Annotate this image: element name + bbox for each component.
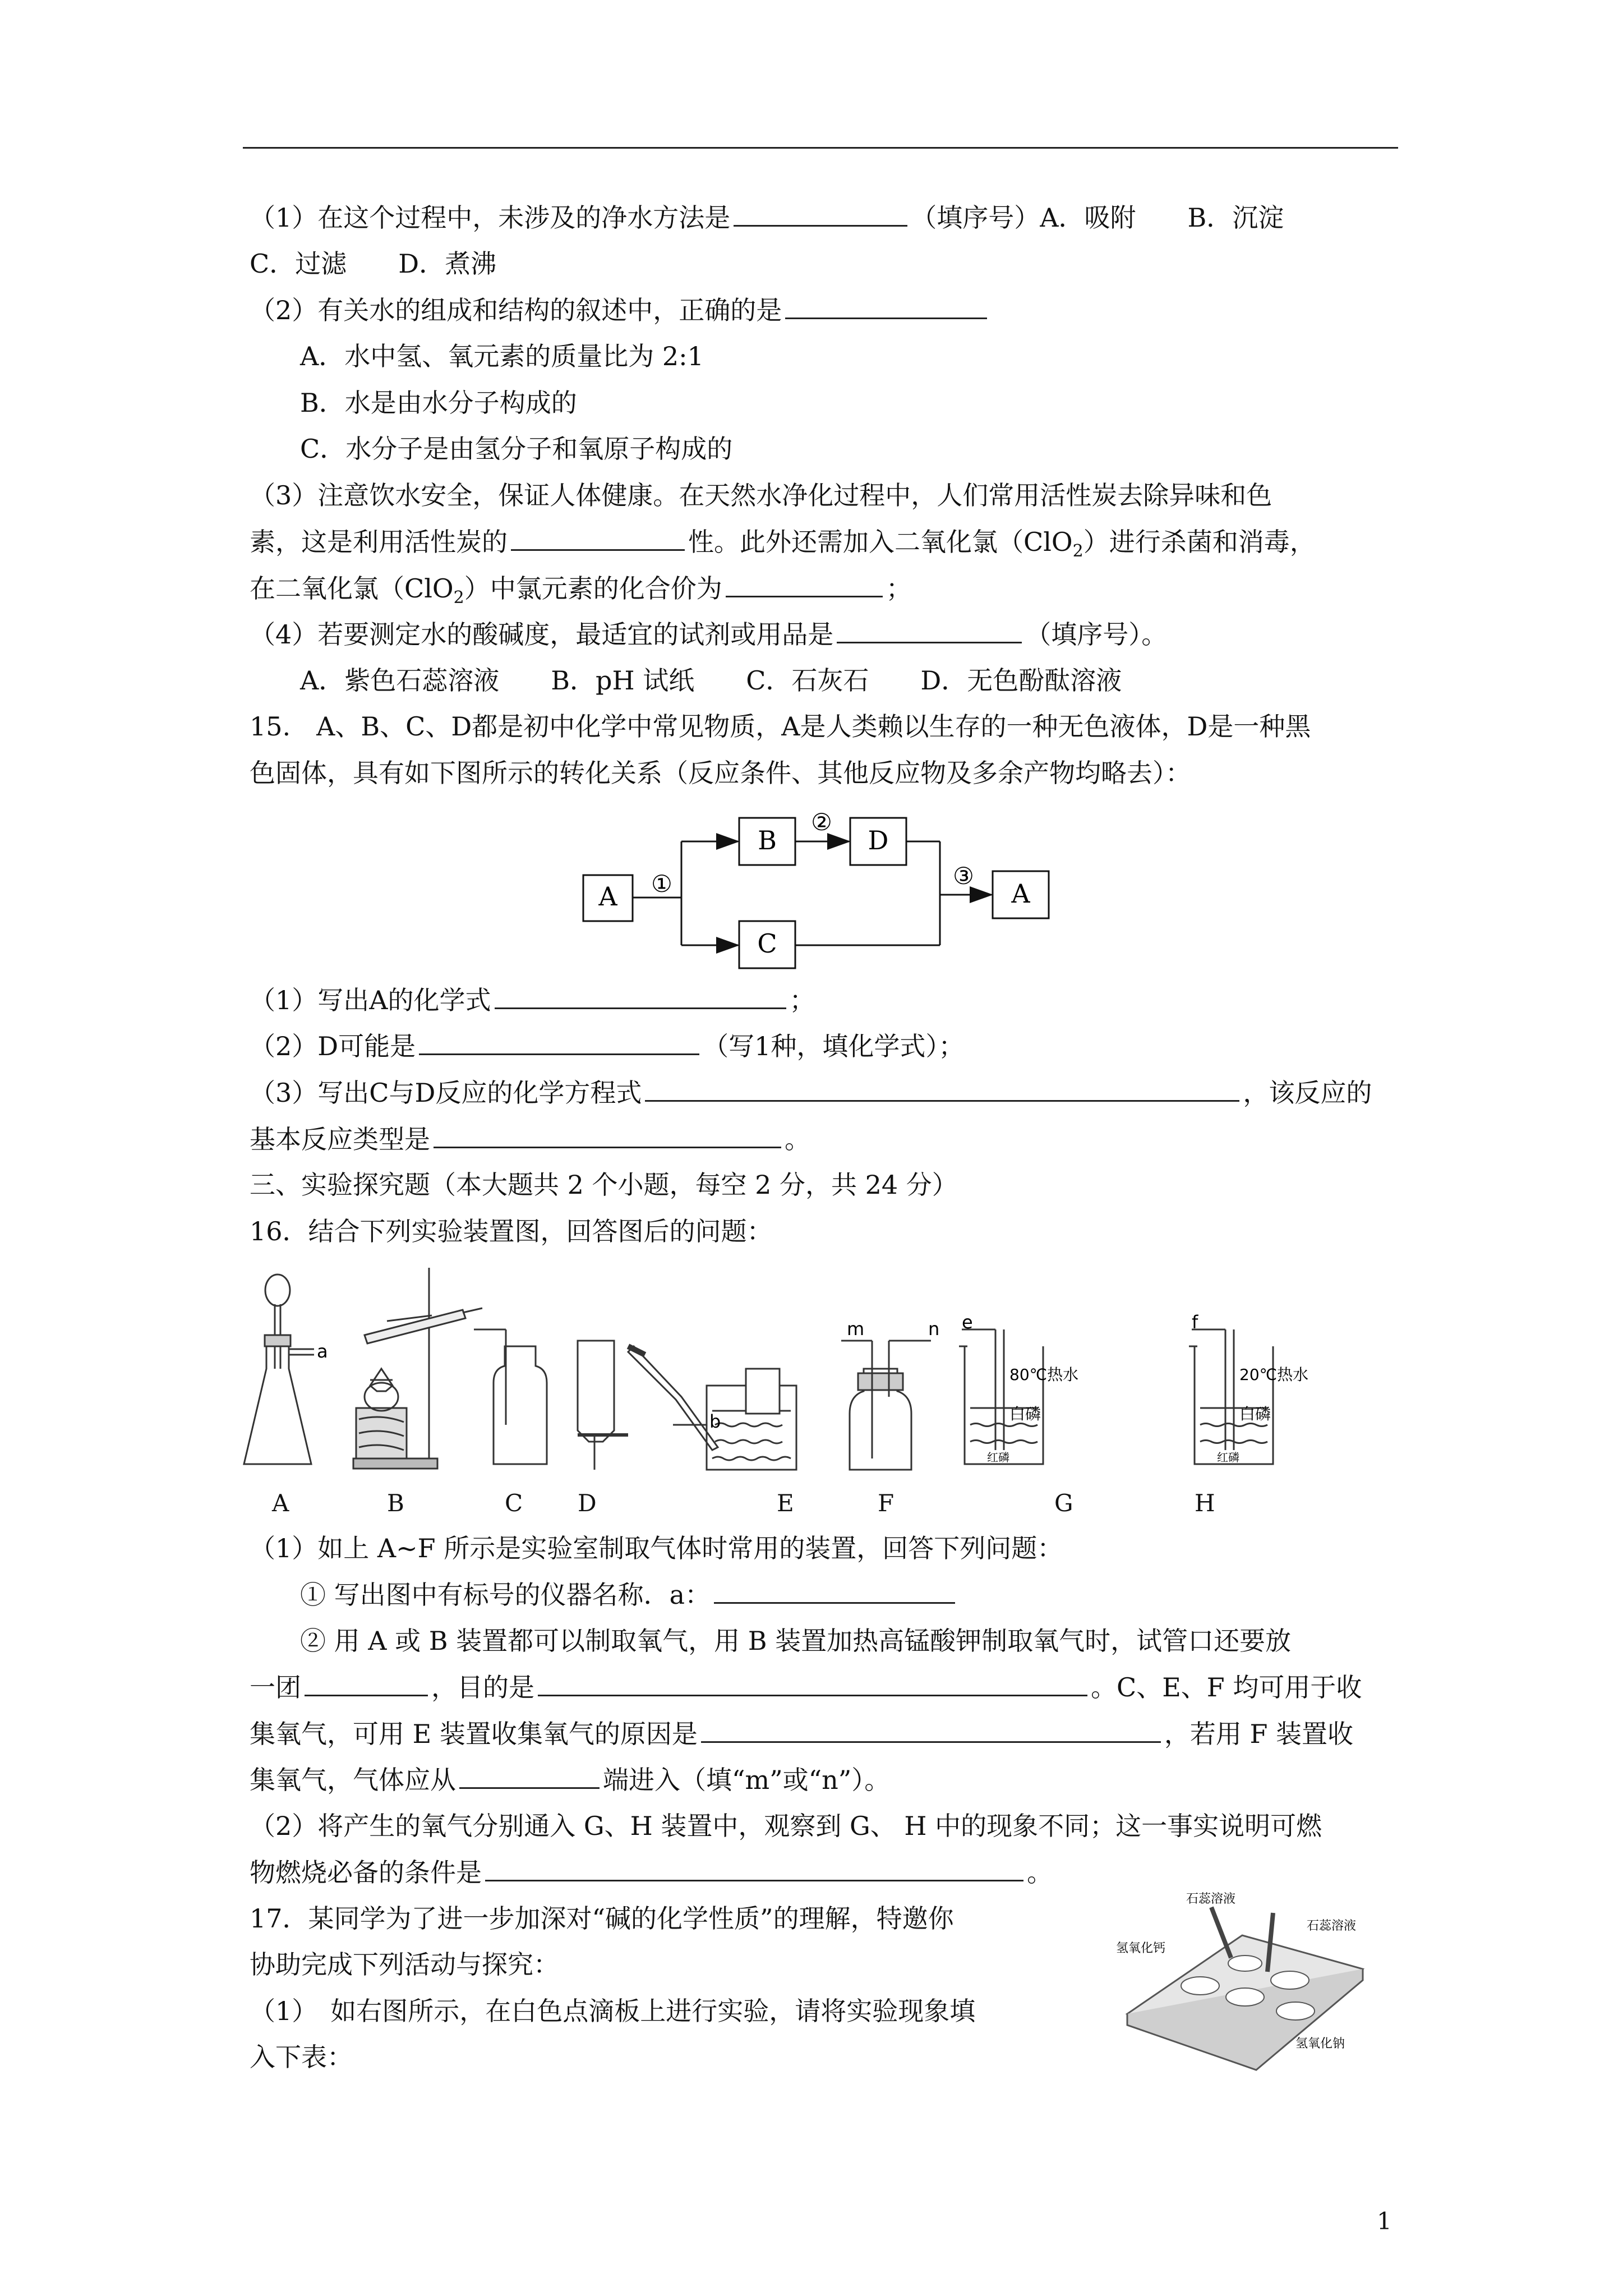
q16-s1-iii-text-c: 。C、E、F 均可用于收 [1091, 1672, 1362, 1703]
q17-spot-plate-figure [1116, 1890, 1385, 2076]
q16-s2-text: 物燃烧必备的条件是 [250, 1857, 482, 1888]
q15-s3-text2: 基本反应类型是 [250, 1124, 430, 1154]
answer-blank[interactable] [645, 1075, 1239, 1102]
h-water-label: 20℃热水 [1239, 1365, 1309, 1384]
q16-s2-tail: 。 [1027, 1857, 1053, 1888]
q16-s1-i-text: ① 写出图中有标号的仪器名称．a： [300, 1580, 711, 1610]
q14-p3-text-e: ）中氯元素的化合价为 [464, 573, 722, 604]
answer-blank[interactable] [538, 1670, 1087, 1696]
apparatus-b-heating [353, 1268, 482, 1469]
q16-sub1-iii [250, 1670, 1362, 1704]
q16-s1-iii-text-a: 一团 [250, 1672, 301, 1703]
box-b-label: B [758, 825, 777, 855]
answer-blank[interactable] [419, 1029, 699, 1055]
q15-sub2 [250, 1029, 964, 1063]
step-3-label: ③ [953, 862, 974, 890]
label-e: e [962, 1312, 973, 1333]
well [1228, 1955, 1262, 1971]
litmus-label-2: 石蕊溶液 [1307, 1919, 1357, 1933]
q15-intro-line2: 色固体，具有如下图所示的转化关系（反应条件、其他反应物及多余产物均略去）： [250, 758, 1191, 788]
q16-apparatus-figure [241, 1257, 1419, 1487]
q16-sub1-iv [250, 1717, 1353, 1751]
q15-sub1 [250, 983, 815, 1017]
answer-blank[interactable] [714, 1577, 955, 1604]
well [1276, 2002, 1315, 2020]
q14-part2-line [250, 293, 990, 327]
page-number: 1 [1377, 2207, 1392, 2235]
answer-blank[interactable] [701, 1717, 1161, 1743]
caption-e: E [777, 1489, 794, 1517]
answer-blank[interactable] [434, 1122, 781, 1148]
naoh-label: 氢氧化钠 [1295, 2037, 1345, 2051]
apparatus-f-bottle [841, 1341, 931, 1470]
answer-blank[interactable] [459, 1763, 600, 1789]
h-white-p-label: 白磷 [1239, 1405, 1271, 1423]
box-a-end-label: A [1011, 878, 1030, 909]
q16-s1-iv-text-b: ，若用 F 装置收 [1164, 1719, 1353, 1749]
answer-blank[interactable] [726, 571, 883, 597]
box-d-label: D [868, 825, 889, 855]
q14-p1-options: （填序号）A．吸附 B．沉淀 [911, 203, 1284, 233]
answer-blank[interactable] [734, 200, 907, 227]
caption-g: G [1054, 1489, 1073, 1517]
label-f: f [1192, 1312, 1198, 1333]
g-white-p-label: 白磷 [1009, 1405, 1041, 1423]
q14-p3-text-d: 在二氧化氯（ClO [250, 573, 454, 604]
apparatus-c-jar [474, 1329, 547, 1464]
caption-b: B [387, 1489, 404, 1517]
q14-part4-line1 [250, 617, 1167, 651]
label-b: b [709, 1411, 721, 1432]
q14-p1-text: （1）在这个过程中，未涉及的净水方法是 [250, 203, 731, 233]
q16-sub1-i [300, 1577, 958, 1612]
answer-blank[interactable] [785, 293, 987, 319]
q14-p3-text-a: 素，这是利用活性炭的 [250, 527, 508, 557]
q14-p3-text-b: 性。此外还需加入二氧化氯（ClO [688, 527, 1073, 557]
q15-s1-text: （1）写出A的化学式 [250, 985, 491, 1015]
q15-conversion-diagram [561, 808, 1066, 987]
q14-p4-options: A．紫色石蕊溶液 B．pH 试纸 C．石灰石 D．无色酚酞溶液 [300, 665, 1122, 696]
q15-s2-text: （2）D可能是 [250, 1031, 416, 1061]
litmus-label-1: 石蕊溶液 [1186, 1892, 1236, 1906]
q17-line3: （1） 如右图所示，在白色点滴板上进行实验，请将实验现象填 [250, 1996, 976, 2026]
q14-p2-option-c: C．水分子是由氢分子和氧原子构成的 [300, 434, 733, 464]
q14-p2-option-a: A．水中氢、氧元素的质量比为 2:1 [300, 341, 704, 371]
q16-sub1-ii: ② 用 A 或 B 装置都可以制取氧气，用 B 装置加热高锰酸钾制取氧气时，试管口还要放 [300, 1626, 1292, 1656]
apparatus-h-beaker [1189, 1329, 1273, 1464]
answer-blank[interactable] [837, 617, 1022, 643]
q15-sub3-line1 [250, 1075, 1372, 1110]
q17-line1: 17．某同学为了进一步加深对“碱的化学性质”的理解，特邀你 [250, 1903, 954, 1934]
caption-a: A [272, 1489, 289, 1517]
q15-intro-line1: 15. A、B、C、D都是初中化学中常见物质，A是人类赖以生存的一种无色液体，D是一种黑 [250, 711, 1311, 742]
caoh-label: 氢氧化钙 [1116, 1941, 1166, 1955]
q14-p3-text-c: ）进行杀菌和消毒， [1083, 527, 1316, 557]
q15-sub3-line2 [250, 1122, 810, 1156]
g-red-p-label: 红磷 [987, 1451, 1009, 1464]
header-rule [243, 147, 1398, 149]
subscript-2: 2 [1072, 541, 1083, 562]
q16-s1-iii-text-b: ，目的是 [431, 1672, 534, 1703]
q16-sub2-line2 [250, 1855, 1053, 1889]
q14-p3-text-f: ； [886, 573, 912, 604]
q14-part3-line3 [250, 571, 912, 615]
q14-part3-line2 [250, 524, 1316, 568]
section-3-heading: 三、实验探究题（本大题共 2 个小题，每空 2 分，共 24 分） [250, 1170, 958, 1200]
q15-s2-tail: （写1种，填化学式）； [703, 1031, 965, 1061]
q14-p4-text: （4）若要测定水的酸碱度，最适宜的试剂或用品是 [250, 619, 834, 650]
well [1226, 1988, 1264, 2006]
q15-s3-tail2: 。 [785, 1124, 810, 1154]
step-2-label: ② [811, 808, 832, 836]
q15-s1-tail: ； [789, 985, 815, 1015]
g-water-label: 80℃热水 [1009, 1365, 1079, 1384]
caption-d: D [578, 1489, 597, 1517]
q14-part3-line1: （3）注意饮水安全，保证人体健康。在天然水净化过程中，人们常用活性炭去除异味和色 [250, 480, 1272, 510]
label-n: n [928, 1318, 940, 1340]
apparatus-e-trough [628, 1346, 796, 1470]
q14-part1-line1 [250, 200, 1284, 234]
q16-sub1: （1）如上 A~F 所示是实验室制取气体时常用的装置，回答下列问题： [250, 1533, 1063, 1563]
q16-s1-v-text-b: 端进入（填“m”或“n”）。 [603, 1765, 891, 1795]
q17-line2: 协助完成下列活动与探究： [250, 1949, 559, 1980]
box-a-start-label: A [598, 881, 617, 912]
apparatus-a-flask [244, 1274, 314, 1464]
q14-p4-tail: （填序号）。 [1025, 619, 1168, 650]
answer-blank[interactable] [511, 524, 685, 551]
q14-part1-line2: C．过滤 D．煮沸 [250, 249, 497, 279]
answer-blank[interactable] [485, 1855, 1023, 1881]
q16-intro: 16．结合下列实验装置图，回答图后的问题： [250, 1216, 773, 1246]
h-red-p-label: 红磷 [1217, 1451, 1239, 1464]
q16-sub2-line1: （2）将产生的氧气分别通入 G、H 装置中，观察到 G、 H 中的现象不同；这一事实说明可燃 [250, 1811, 1322, 1841]
q15-s3-tail: ，该反应的 [1243, 1078, 1372, 1108]
answer-blank[interactable] [495, 983, 786, 1009]
subscript-2: 2 [453, 588, 464, 608]
q14-p2-text: （2）有关水的组成和结构的叙述中，正确的是 [250, 295, 782, 325]
q17-line4: 入下表： [250, 2042, 353, 2072]
apparatus-d-jar [578, 1341, 628, 1470]
q15-s3-text: （3）写出C与D反应的化学方程式 [250, 1078, 642, 1108]
label-m: m [847, 1318, 865, 1340]
q16-sub1-v [250, 1763, 890, 1797]
caption-f: F [878, 1489, 895, 1517]
well [1271, 1971, 1309, 1989]
label-a: a [317, 1341, 328, 1362]
caption-h: H [1195, 1489, 1215, 1517]
caption-c: C [505, 1489, 523, 1517]
step-1-label: ① [651, 870, 672, 898]
answer-blank[interactable] [305, 1670, 428, 1696]
well [1181, 1977, 1219, 1995]
box-c-label: C [757, 928, 777, 959]
apparatus-g-beaker [959, 1329, 1043, 1464]
q16-s1-iv-text-a: 集氧气，可用 E 装置收集氧气的原因是 [250, 1719, 698, 1749]
q16-s1-v-text-a: 集氧气，气体应从 [250, 1765, 456, 1795]
q14-p2-option-b: B．水是由水分子构成的 [300, 388, 577, 418]
